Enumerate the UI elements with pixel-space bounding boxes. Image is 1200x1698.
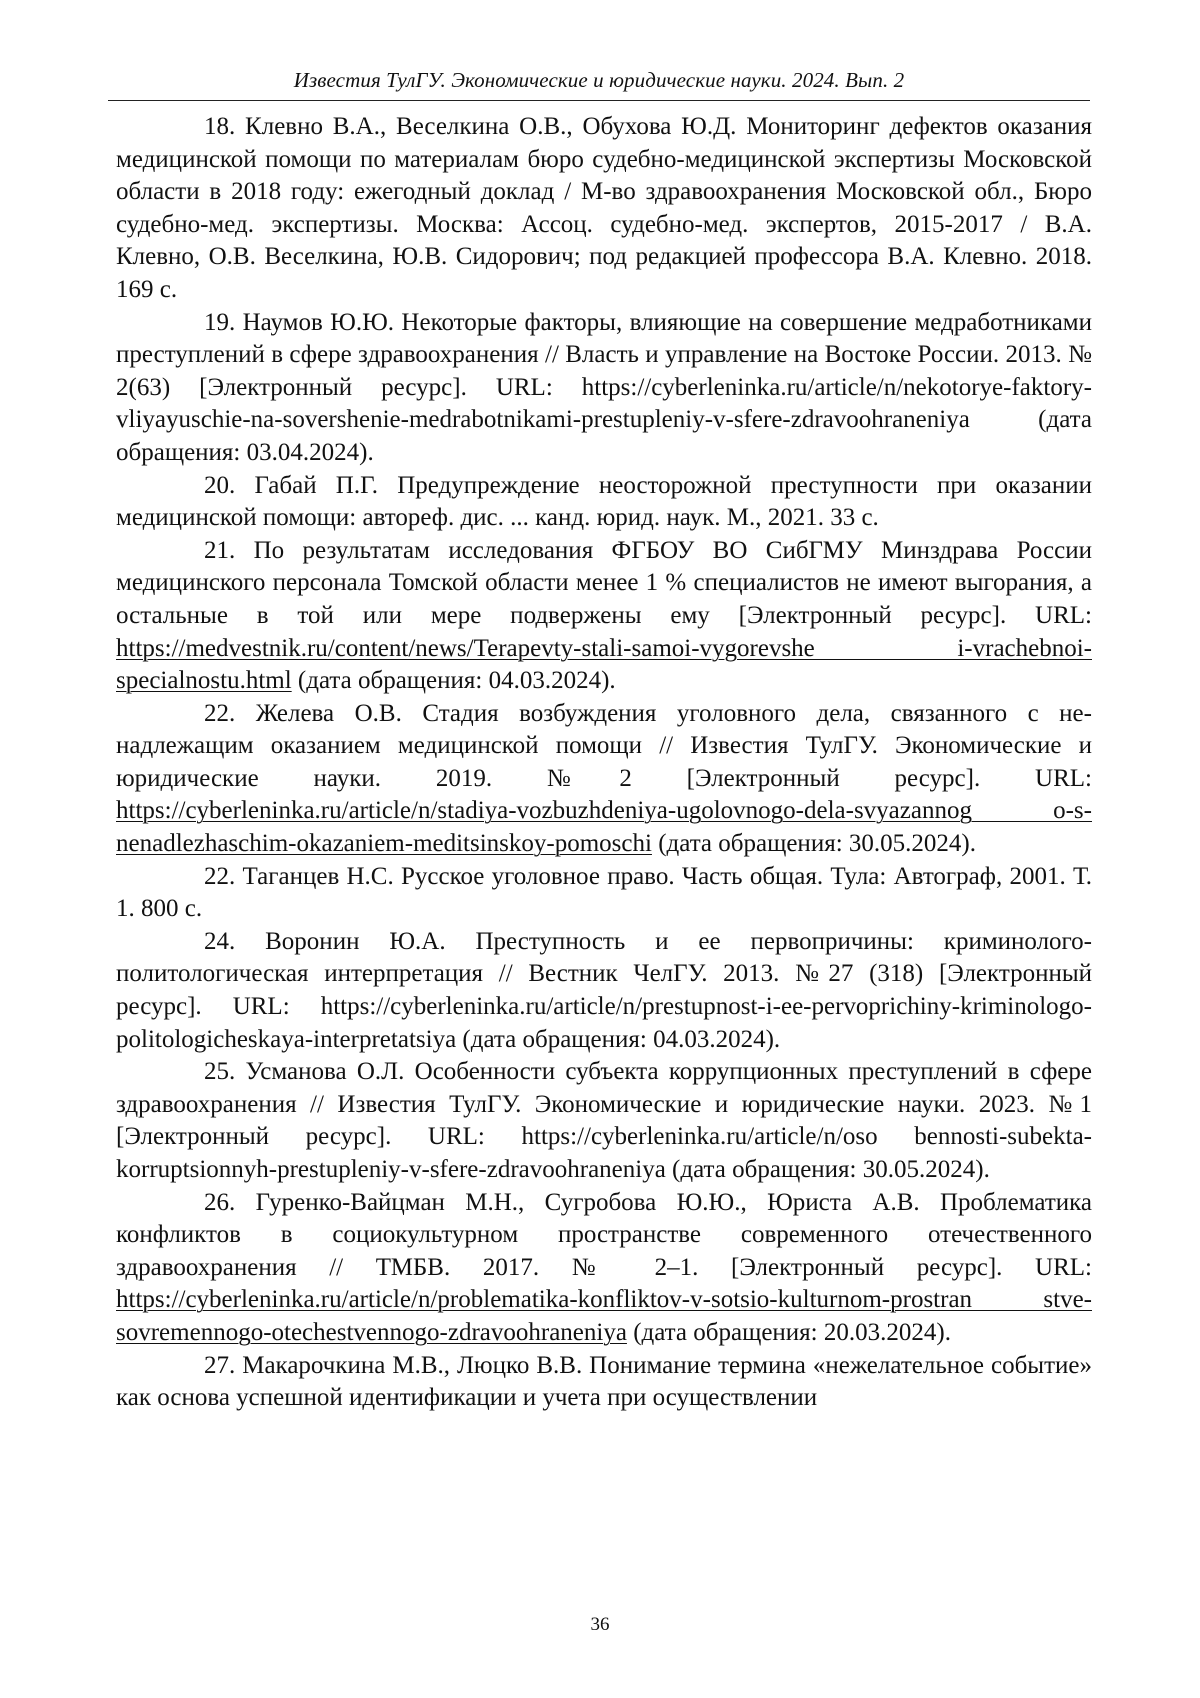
reference-text: 19. Наумов Ю.Ю. Некоторые факторы, влияющие на совершение медработниками преступлений в сфере здравоохранения // Власть и управление на Востоке России. 2013. № 2(63) [Электронный ресурс]. URL: https://cyberleninka.ru/article/n/nekotorye-faktory-vliyayuschie-na-sovershenie-medrabotnikami-prestupleniy-v-sfere-zdravoohraneniya (дата обращения: 03.04.2024). (116, 308, 1092, 466)
reference-text: 22. Таганцев Н.С. Русское уголовное право. Часть общая. Тула: Автограф, 2001. Т. 1. 800 с. (116, 862, 1092, 923)
reference-text: 25. Усманова О.Л. Особенности субъекта коррупционных преступлений в сфере здравоохранения // Известия ТулГУ. Экономические и юридические науки. 2023. №1 [Электронный ресурс]. URL: https://cyberleninka.ru/article/n/oso bennosti-subekta-korruptsionnyh-prestupleniy-v-sfere-zdravoohraneniya (дата обращения: 30.05.2024). (116, 1058, 1092, 1183)
reference-item-24 (116, 926, 1092, 1056)
page-number: 36 (590, 1614, 610, 1635)
reference-item-18 (116, 111, 1092, 307)
reference-link[interactable]: https://medvestnik.ru/content/news/Terapevty-stali-samoi-vygorevshe i-vrachebnoi-specialnostu.html (116, 634, 1092, 695)
reference-text: 21. По результатам исследования ФГБОУ ВО СибГМУ Минздрава России медицинского персонала Томской области менее 1 % специалистов не имеют выгорания, а остальные в той или мере подвержены ему [Электронный ресурс]. URL: (116, 536, 1092, 629)
reference-item-19 (116, 307, 1092, 470)
reference-item-20 (116, 470, 1092, 535)
reference-text: 20. Габай П.Г. Предупреждение неосторожной преступности при оказании медицинской помощи: автореф. дис. ... канд. юрид. наук. М., 2021. 33 с. (116, 471, 1092, 532)
reference-access-date: (дата обращения: 04.03.2024). (291, 667, 616, 695)
reference-list (116, 111, 1092, 1415)
reference-link[interactable]: https://cyberleninka.ru/article/n/stadiya-vozbuzhdeniya-ugolovnogo-dela-svyazannog o-s-nenadlezhaschim-okazaniem-meditsinskoy-pomoschi (116, 797, 1092, 858)
reference-item-27 (116, 1350, 1092, 1415)
header-rule (108, 100, 1090, 101)
reference-item-26 (116, 1187, 1092, 1350)
reference-text: 26. Гуренко-Вайцман М.Н., Сугробова Ю.Ю., Юриста А.В. Проблематика конфликтов в социокультурном пространстве современного отечественного здравоохранения // ТМБВ. 2017. № 2–1. [Электронный ресурс]. URL: (116, 1188, 1092, 1281)
reference-text: 27. Макарочкина М.В., Люцко В.В. Понимание термина «нежелательное событие» как основа успешной идентификации и учета при осуществлении (116, 1351, 1092, 1412)
reference-text: 24. Воронин Ю.А. Преступность и ее первопричины: криминолого-политологическая интерпретация // Вестник ЧелГУ. 2013. №27 (318) [Электронный ресурс]. URL: https://cyberleninka.ru/article/n/prestupnost-i-ee-pervoprichiny-kriminologo-politologicheskaya-interpretatsiya (дата обращения: 04.03.2024). (116, 927, 1092, 1053)
reference-item-22b (116, 861, 1092, 926)
reference-item-25 (116, 1056, 1092, 1186)
reference-access-date: (дата обращения: 30.05.2024). (651, 830, 976, 858)
reference-item-21 (116, 535, 1092, 698)
reference-text: 18. Клевно В.А., Веселкина О.В., Обухова Ю.Д. Мониторинг дефектов оказания медицинской помощи по материалам бюро судебно-медицинской экспертизы Московской области в 2018 году: ежегодный доклад / М-во здравоохранения Московской обл., Бюро судебно-мед. экспертизы. Москва: Ассоц. судебно-мед. экспертов, 2015-2017 / В.А. Клевно, О.В. Веселкина, Ю.В. Сидорович; под редакцией профессора В.А. Клевно. 2018. 169 с. (116, 113, 1092, 303)
running-header: Известия ТулГУ. Экономические и юридические науки. 2024. Вып. 2 (293, 68, 905, 92)
reference-text: 22. Желева О.В. Стадия возбуждения уголовного дела, связанного с ненадлежащим оказанием медицинской помощи // Известия ТулГУ. Экономические и юридические науки. 2019. №2 [Электронный ресурс]. URL: (116, 699, 1092, 792)
reference-access-date: (дата обращения: 20.03.2024). (626, 1318, 951, 1346)
reference-item-22 (116, 698, 1092, 861)
reference-link[interactable]: https://cyberleninka.ru/article/n/problematika-konfliktov-v-sotsio-kulturnom-prostran stve-sovremennogo-otechestvennogo-zdravoohraneniya (116, 1286, 1092, 1346)
